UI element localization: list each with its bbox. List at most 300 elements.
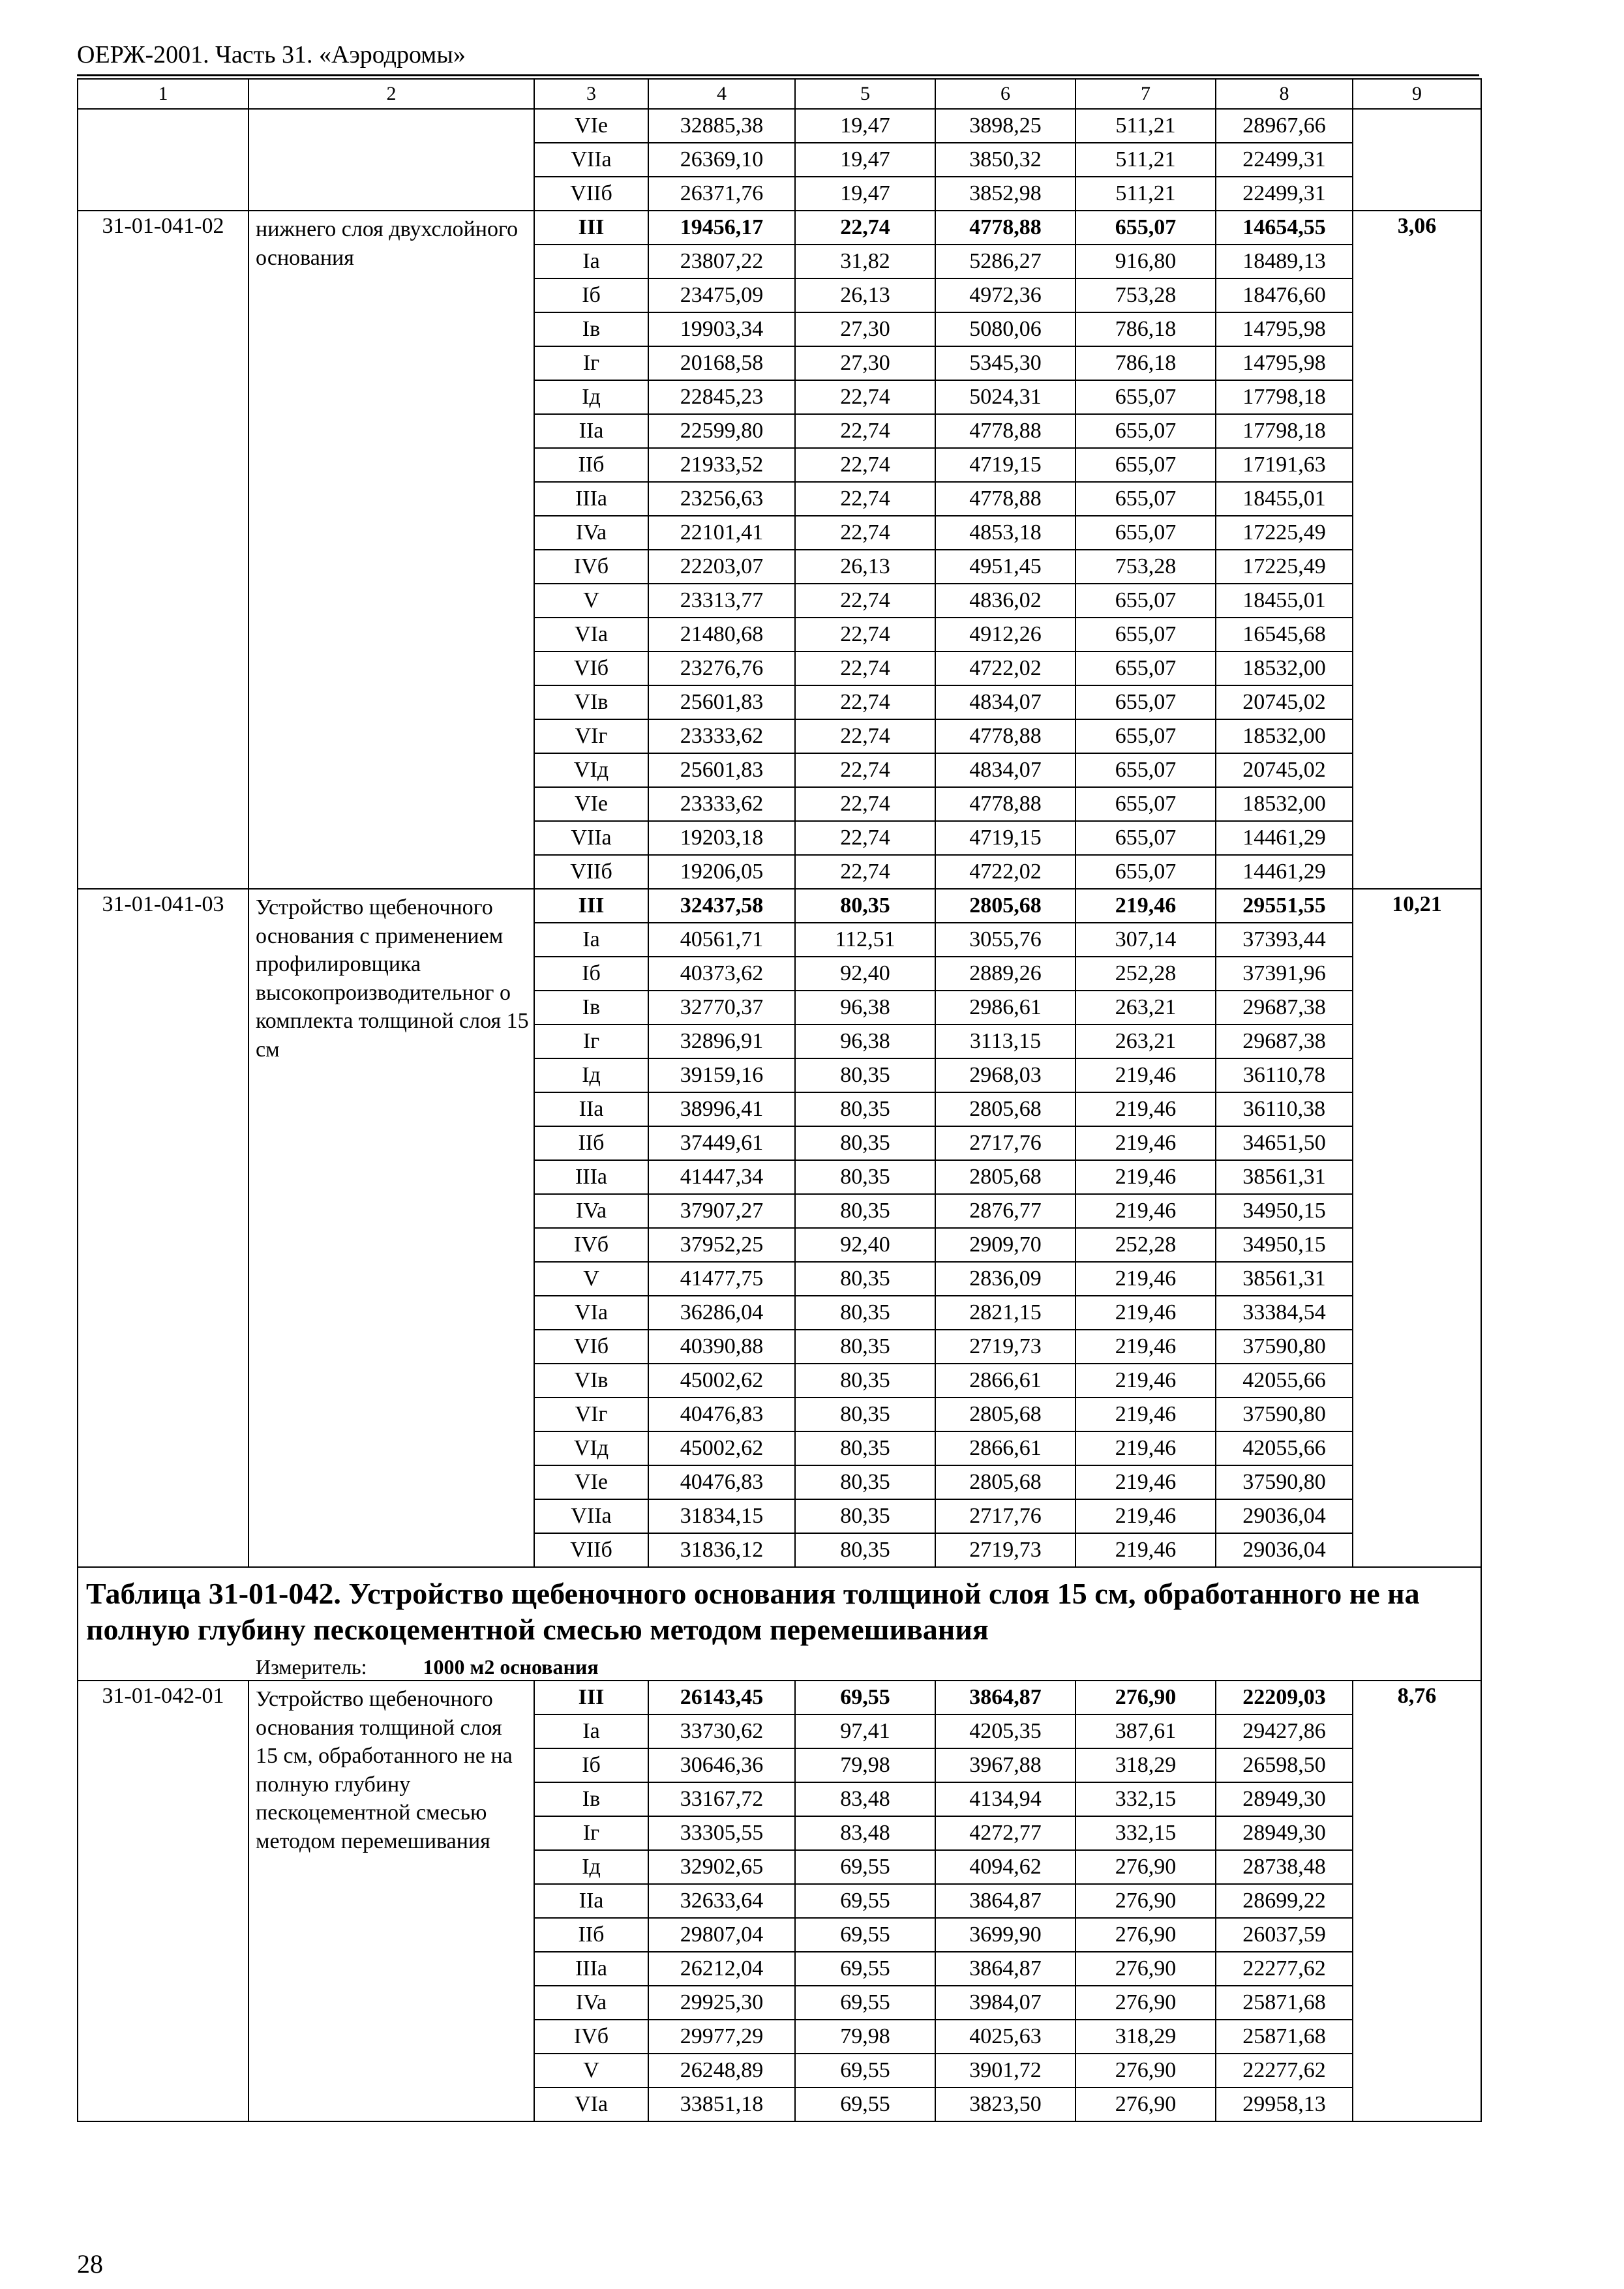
value-cell: 37393,44 [1216,923,1353,957]
value-cell: 2876,77 [935,1194,1075,1228]
value-cell: 29551,55 [1216,889,1353,923]
zone-cell: IVa [534,516,648,550]
value-cell: 3984,07 [935,1986,1075,2020]
zone-cell: Iв [534,312,648,346]
value-cell: 38561,31 [1216,1160,1353,1194]
value-cell: 23807,22 [648,245,795,278]
value-cell: 511,21 [1075,177,1216,211]
column-number: 1 [78,79,248,109]
value-cell: 5024,31 [935,380,1075,414]
value-cell: 41477,75 [648,1262,795,1296]
value-cell: 2866,61 [935,1431,1075,1465]
value-cell: 83,48 [795,1782,935,1816]
header-rule [77,74,1479,76]
value-cell: 22,74 [795,787,935,821]
value-cell: 37449,61 [648,1126,795,1160]
meter-label: Измеритель: [256,1655,367,1679]
value-cell: 22,74 [795,448,935,482]
value-cell: 28967,66 [1216,109,1353,143]
value-cell: 26037,59 [1216,1918,1353,1952]
value-cell: 4025,63 [935,2020,1075,2054]
value-cell: 37391,96 [1216,957,1353,991]
value-cell: 22,74 [795,584,935,618]
zone-cell: VIг [534,719,648,753]
value-cell: 22845,23 [648,380,795,414]
value-cell: 3699,90 [935,1918,1075,1952]
value-cell: 4836,02 [935,584,1075,618]
value-cell: 37952,25 [648,1228,795,1262]
value-cell: 40561,71 [648,923,795,957]
value-cell: 19,47 [795,177,935,211]
value-cell: 96,38 [795,991,935,1025]
value-cell: 3864,87 [935,1884,1075,1918]
value-cell: 22,74 [795,380,935,414]
page-header: ОЕРЖ-2001. Часть 31. «Аэродромы» [77,41,466,68]
value-cell: 33305,55 [648,1816,795,1850]
value-cell: 69,55 [795,1986,935,2020]
value-cell: 3850,32 [935,143,1075,177]
value-cell: 18476,60 [1216,278,1353,312]
zone-cell: Ia [534,1714,648,1748]
value-cell: 25601,83 [648,753,795,787]
value-cell: 19456,17 [648,211,795,245]
value-cell: 22,74 [795,414,935,448]
section-title: Таблица 31-01-042. Устройство щебеночного основания толщиной слоя 15 см, обработанного не на полную глубину пескоцементной смесью методом перемешивания [86,1577,1420,1647]
value-cell: 4853,18 [935,516,1075,550]
value-cell: 307,14 [1075,923,1216,957]
value-cell: 23313,77 [648,584,795,618]
rate-code: 31-01-042-01 [78,1681,248,2121]
value-cell: 28949,30 [1216,1782,1353,1816]
rates-table [77,78,1482,2122]
value-cell: 18455,01 [1216,482,1353,516]
value-cell: 276,90 [1075,1850,1216,1884]
value-cell: 318,29 [1075,1748,1216,1782]
zone-cell: V [534,584,648,618]
value-cell: 2805,68 [935,1092,1075,1126]
work-description: Устройство щебеночного основания толщиной слоя 15 см, обработанного не на полную глубину пескоцементной смесью методом перемешивания [248,1681,534,2121]
value-cell: 27,30 [795,346,935,380]
column-number: 6 [935,79,1075,109]
value-cell: 4834,07 [935,753,1075,787]
value-cell: 4722,02 [935,855,1075,889]
value-cell: 655,07 [1075,618,1216,651]
value-cell: 25871,68 [1216,1986,1353,2020]
value-cell: 276,90 [1075,2087,1216,2121]
value-cell: 26371,76 [648,177,795,211]
value-cell: 219,46 [1075,1262,1216,1296]
value-cell: 22,74 [795,753,935,787]
value-cell: 23333,62 [648,719,795,753]
value-cell: 219,46 [1075,889,1216,923]
zone-cell: Iд [534,1058,648,1092]
value-cell: 17798,18 [1216,380,1353,414]
value-cell: 16545,68 [1216,618,1353,651]
zone-cell: VIIa [534,1499,648,1533]
value-cell: 14795,98 [1216,346,1353,380]
value-cell: 4778,88 [935,482,1075,516]
value-cell: 80,35 [795,1194,935,1228]
zone-cell: III [534,889,648,923]
value-cell: 655,07 [1075,482,1216,516]
meter-line [86,1656,1475,1677]
value-cell: 80,35 [795,1126,935,1160]
value-cell: 753,28 [1075,278,1216,312]
zone-cell: IIб [534,1918,648,1952]
value-cell: 22,74 [795,651,935,685]
value-cell: 655,07 [1075,584,1216,618]
zone-cell: VIIб [534,855,648,889]
value-cell: 655,07 [1075,821,1216,855]
value-cell: 19903,34 [648,312,795,346]
value-cell: 2805,68 [935,889,1075,923]
value-cell: 655,07 [1075,380,1216,414]
zone-cell: Iд [534,1850,648,1884]
value-cell: 26212,04 [648,1952,795,1986]
value-cell: 80,35 [795,1262,935,1296]
value-cell: 219,46 [1075,1296,1216,1330]
value-cell: 18455,01 [1216,584,1353,618]
value-cell: 32902,65 [648,1850,795,1884]
value-cell: 80,35 [795,1296,935,1330]
value-cell: 26,13 [795,550,935,584]
value-cell: 17225,49 [1216,550,1353,584]
value-cell: 39159,16 [648,1058,795,1092]
value-cell: 2986,61 [935,991,1075,1025]
value-cell: 14654,55 [1216,211,1353,245]
zone-cell: VIг [534,1398,648,1431]
work-description: Устройство щебеночного основания с применением профилировщика высокопроизводительног о комплекта толщиной слоя 15 см [248,889,534,1567]
value-cell: 80,35 [795,1092,935,1126]
value-cell: 2866,61 [935,1364,1075,1398]
section-cell [78,1567,1481,1681]
value-cell: 29427,86 [1216,1714,1353,1748]
value-cell: 22,74 [795,516,935,550]
zone-cell: III [534,211,648,245]
value-cell: 29958,13 [1216,2087,1353,2121]
value-cell: 18532,00 [1216,651,1353,685]
value-cell: 5286,27 [935,245,1075,278]
zone-cell: Iб [534,1748,648,1782]
value-cell: 29977,29 [648,2020,795,2054]
value-cell: 252,28 [1075,1228,1216,1262]
zone-cell: VIд [534,753,648,787]
value-cell: 22599,80 [648,414,795,448]
value-cell: 23333,62 [648,787,795,821]
value-cell: 219,46 [1075,1431,1216,1465]
value-cell: 4722,02 [935,651,1075,685]
zone-cell: IIa [534,1884,648,1918]
table-section-header [78,1567,1481,1681]
value-cell: 332,15 [1075,1816,1216,1850]
value-cell: 263,21 [1075,991,1216,1025]
rate-code: 31-01-041-02 [78,211,248,889]
value-cell: 655,07 [1075,719,1216,753]
value-cell: 26,13 [795,278,935,312]
value-cell: 20745,02 [1216,685,1353,719]
value-cell: 33167,72 [648,1782,795,1816]
value-cell: 28949,30 [1216,1816,1353,1850]
zone-cell: VIб [534,1330,648,1364]
value-cell: 26598,50 [1216,1748,1353,1782]
value-cell: 19,47 [795,143,935,177]
value-cell: 5080,06 [935,312,1075,346]
value-cell: 40373,62 [648,957,795,991]
zone-cell: IIIa [534,1160,648,1194]
column-number: 8 [1216,79,1353,109]
value-cell: 22,74 [795,685,935,719]
value-cell: 32437,58 [648,889,795,923]
value-cell: 4778,88 [935,414,1075,448]
value-cell: 20168,58 [648,346,795,380]
value-cell: 3967,88 [935,1748,1075,1782]
value-cell: 19203,18 [648,821,795,855]
value-cell: 3864,87 [935,1952,1075,1986]
value-cell: 276,90 [1075,1952,1216,1986]
zone-cell: IIIa [534,482,648,516]
value-cell: 2909,70 [935,1228,1075,1262]
work-description [248,109,534,211]
value-cell: 4834,07 [935,685,1075,719]
value-cell: 22,74 [795,719,935,753]
value-cell: 276,90 [1075,2054,1216,2087]
value-cell: 26369,10 [648,143,795,177]
value-cell: 17798,18 [1216,414,1353,448]
value-cell: 19,47 [795,109,935,143]
value-cell: 112,51 [795,923,935,957]
value-cell: 29036,04 [1216,1533,1353,1567]
value-cell: 22,74 [795,855,935,889]
column-number: 7 [1075,79,1216,109]
rate-code: 31-01-041-03 [78,889,248,1567]
value-cell: 17191,63 [1216,448,1353,482]
zone-cell: VIIб [534,1533,648,1567]
value-cell: 29807,04 [648,1918,795,1952]
value-cell: 79,98 [795,2020,935,2054]
zone-cell: V [534,1262,648,1296]
value-cell: 42055,66 [1216,1431,1353,1465]
value-cell: 18489,13 [1216,245,1353,278]
value-cell: 69,55 [795,1681,935,1714]
value-cell: 32885,38 [648,109,795,143]
value-cell: 20745,02 [1216,753,1353,787]
value-cell: 655,07 [1075,414,1216,448]
zone-cell: VIa [534,1296,648,1330]
value-cell: 252,28 [1075,957,1216,991]
value-cell: 36110,38 [1216,1092,1353,1126]
zone-cell: VIв [534,685,648,719]
zone-cell: VIб [534,651,648,685]
zone-cell: VIe [534,1465,648,1499]
value-cell: 33851,18 [648,2087,795,2121]
zone-cell: VIд [534,1431,648,1465]
value-cell: 29925,30 [648,1986,795,2020]
value-cell: 69,55 [795,1884,935,1918]
value-cell: 27,30 [795,312,935,346]
value-cell: 33384,54 [1216,1296,1353,1330]
zone-cell: VIIб [534,177,648,211]
value-cell: 69,55 [795,2087,935,2121]
value-cell: 2719,73 [935,1330,1075,1364]
value-cell: 83,48 [795,1816,935,1850]
value-cell: 19206,05 [648,855,795,889]
value-cell: 34651,50 [1216,1126,1353,1160]
table-row [78,1681,1481,1714]
value-cell: 511,21 [1075,109,1216,143]
value-cell: 96,38 [795,1025,935,1058]
value-cell: 276,90 [1075,1986,1216,2020]
value-cell: 3898,25 [935,109,1075,143]
value-cell: 22,74 [795,482,935,516]
zone-cell: IVa [534,1986,648,2020]
column-number: 9 [1353,79,1481,109]
value-cell: 23256,63 [648,482,795,516]
value-cell: 25601,83 [648,685,795,719]
zone-cell: IVб [534,2020,648,2054]
value-cell: 276,90 [1075,1918,1216,1952]
value-cell: 5345,30 [935,346,1075,380]
value-cell: 22499,31 [1216,143,1353,177]
value-cell: 23276,76 [648,651,795,685]
value-cell: 3852,98 [935,177,1075,211]
value-cell: 3901,72 [935,2054,1075,2087]
value-cell: 41447,34 [648,1160,795,1194]
value-cell: 29036,04 [1216,1499,1353,1533]
value-cell: 21933,52 [648,448,795,482]
value-cell: 655,07 [1075,448,1216,482]
value-cell: 36110,78 [1216,1058,1353,1092]
value-cell: 4205,35 [935,1714,1075,1748]
column-number: 2 [248,79,534,109]
value-cell: 18532,00 [1216,719,1353,753]
value-cell: 2889,26 [935,957,1075,991]
zone-cell: VIe [534,787,648,821]
value-cell: 92,40 [795,957,935,991]
zone-cell: Iг [534,346,648,380]
value-cell: 22101,41 [648,516,795,550]
zone-cell: VIв [534,1364,648,1398]
value-cell: 3864,87 [935,1681,1075,1714]
value-cell: 40476,83 [648,1398,795,1431]
value-cell: 753,28 [1075,550,1216,584]
value-cell: 23475,09 [648,278,795,312]
value-cell: 26143,45 [648,1681,795,1714]
zone-cell: V [534,2054,648,2087]
value-cell: 219,46 [1075,1465,1216,1499]
value-cell: 40390,88 [648,1330,795,1364]
value-cell: 219,46 [1075,1126,1216,1160]
value-cell: 332,15 [1075,1782,1216,1816]
value-cell: 80,35 [795,1499,935,1533]
value-cell: 916,80 [1075,245,1216,278]
zone-cell: IIб [534,448,648,482]
value-cell: 219,46 [1075,1364,1216,1398]
value-cell: 31,82 [795,245,935,278]
value-cell: 318,29 [1075,2020,1216,2054]
zone-cell: Ia [534,923,648,957]
value-cell: 655,07 [1075,211,1216,245]
value-cell: 263,21 [1075,1025,1216,1058]
value-cell: 31834,15 [648,1499,795,1533]
value-cell: 219,46 [1075,1058,1216,1092]
value-cell: 4778,88 [935,211,1075,245]
value-cell: 511,21 [1075,143,1216,177]
value-cell: 2821,15 [935,1296,1075,1330]
zone-cell: VIIa [534,143,648,177]
value-cell: 4972,36 [935,278,1075,312]
value-cell: 22277,62 [1216,2054,1353,2087]
value-cell: 25871,68 [1216,2020,1353,2054]
value-cell: 28738,48 [1216,1850,1353,1884]
value-cell: 80,35 [795,1465,935,1499]
value-cell: 276,90 [1075,1681,1216,1714]
zone-cell: VIa [534,2087,648,2121]
value-cell: 4134,94 [935,1782,1075,1816]
value-cell: 45002,62 [648,1364,795,1398]
value-cell: 4719,15 [935,448,1075,482]
value-cell: 80,35 [795,1364,935,1398]
value-cell: 80,35 [795,1431,935,1465]
labor-norm: 3,06 [1353,211,1481,889]
zone-cell: Ia [534,245,648,278]
value-cell: 32633,64 [648,1884,795,1918]
value-cell: 219,46 [1075,1160,1216,1194]
value-cell: 22277,62 [1216,1952,1353,1986]
value-cell: 80,35 [795,1398,935,1431]
value-cell: 22,74 [795,211,935,245]
value-cell: 14795,98 [1216,312,1353,346]
value-cell: 3113,15 [935,1025,1075,1058]
column-number: 5 [795,79,935,109]
value-cell: 69,55 [795,2054,935,2087]
value-cell: 4094,62 [935,1850,1075,1884]
rate-code [78,109,248,211]
value-cell: 655,07 [1075,516,1216,550]
value-cell: 655,07 [1075,685,1216,719]
zone-cell: VIa [534,618,648,651]
value-cell: 42055,66 [1216,1364,1353,1398]
zone-cell: IVб [534,550,648,584]
value-cell: 36286,04 [648,1296,795,1330]
value-cell: 34950,15 [1216,1228,1353,1262]
value-cell: 97,41 [795,1714,935,1748]
value-cell: 80,35 [795,889,935,923]
value-cell: 92,40 [795,1228,935,1262]
value-cell: 2717,76 [935,1126,1075,1160]
value-cell: 80,35 [795,1058,935,1092]
value-cell: 33730,62 [648,1714,795,1748]
value-cell: 14461,29 [1216,821,1353,855]
zone-cell: IIa [534,414,648,448]
value-cell: 4912,26 [935,618,1075,651]
labor-norm: 8,76 [1353,1681,1481,2121]
labor-norm: 10,21 [1353,889,1481,1567]
value-cell: 37907,27 [648,1194,795,1228]
value-cell: 32896,91 [648,1025,795,1058]
page-number: 28 [77,2249,103,2279]
value-cell: 34950,15 [1216,1194,1353,1228]
table-row [78,889,1481,923]
value-cell: 786,18 [1075,346,1216,380]
value-cell: 18532,00 [1216,787,1353,821]
value-cell: 38996,41 [648,1092,795,1126]
value-cell: 22499,31 [1216,177,1353,211]
value-cell: 14461,29 [1216,855,1353,889]
value-cell: 655,07 [1075,651,1216,685]
value-cell: 2805,68 [935,1398,1075,1431]
zone-cell: IIIa [534,1952,648,1986]
value-cell: 655,07 [1075,753,1216,787]
